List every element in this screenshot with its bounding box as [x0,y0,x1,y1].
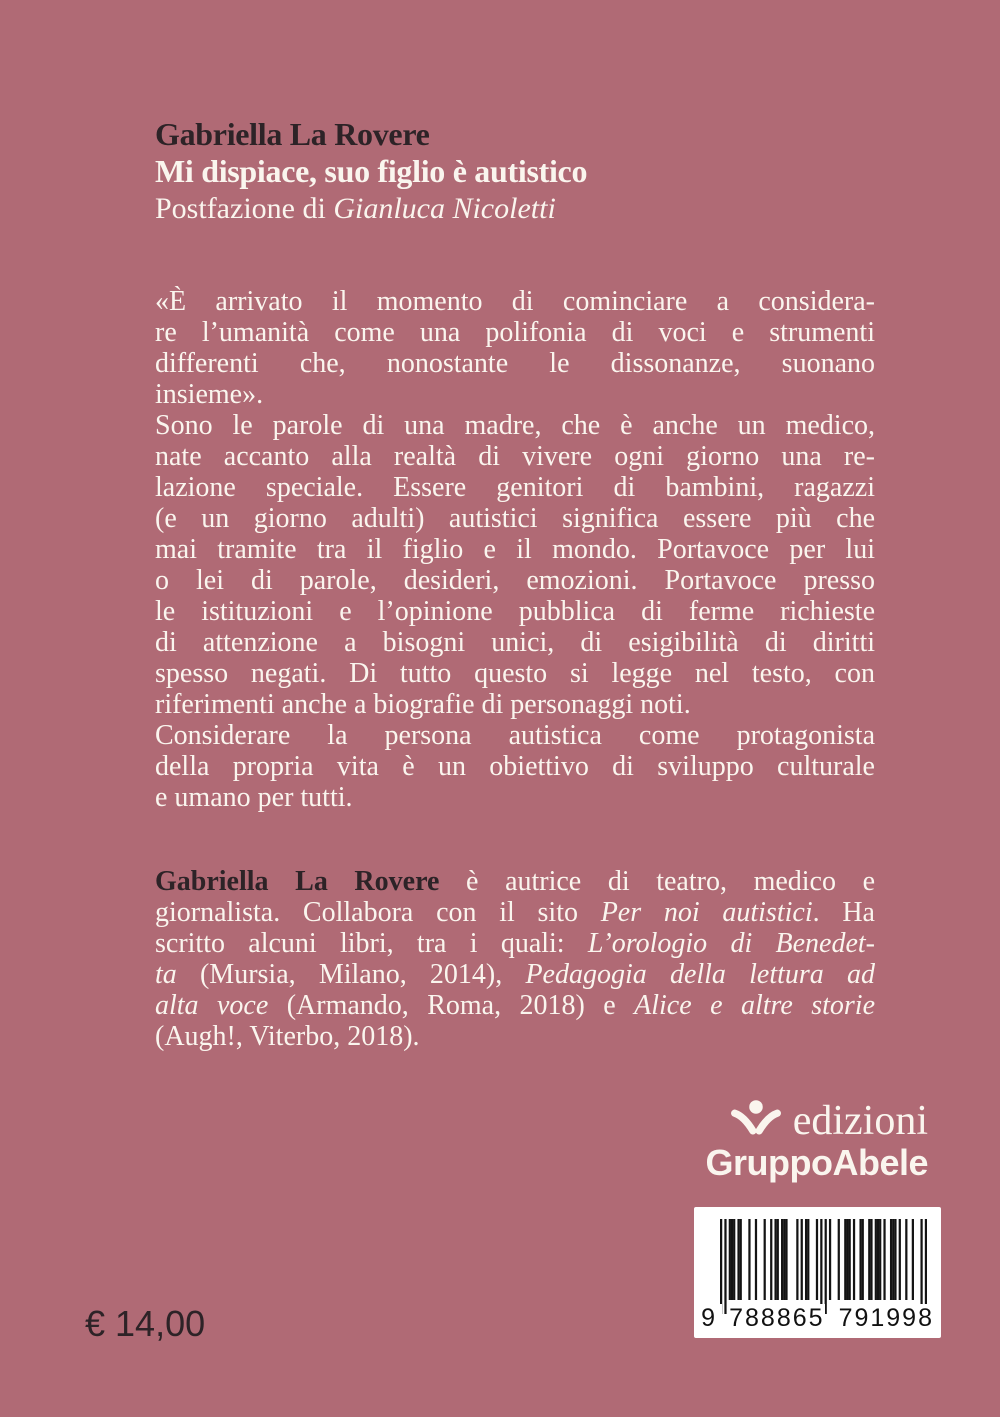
barcode-digit-lead: 9 [694,1304,722,1333]
publisher-logo-row [705,1098,928,1144]
barcode-digit-group-right: 791998 [838,1304,934,1332]
publisher-logo [705,1098,928,1181]
bio-text-run: Per noi autistici [600,897,813,928]
price-label: € 14,00 [85,1303,206,1344]
blurb-line: re l’umanità come una polifonia di voci e strumenti [155,317,875,348]
blurb-line: Considerare la persona autistica come protagonista [155,720,875,751]
blurb-line: Sono le parole di una madre, che è anche un medico, [155,410,875,441]
bio-line [155,866,875,897]
bio-text-run: ta [155,959,177,990]
author-bio [155,866,875,1052]
blurb-line: le istituzioni e l’opinione pubblica di ferme richieste [155,596,875,627]
blurb-line: della propria vita è un obiettivo di sviluppo culturale [155,751,875,782]
barcode-digits [694,1304,941,1334]
gruppo-abele-figure-icon [730,1099,782,1143]
bio-text-run: . Ha [812,897,875,928]
blurb-line: nate accanto alla realtà di vivere ogni giorno una re- [155,441,875,472]
blurb-line: «È arrivato il momento di cominciare a considera- [155,286,875,317]
bio-text-run: L’orologio di Benedet- [587,928,875,959]
bio-line [155,897,875,928]
blurb-line: o lei di parole, desideri, emozioni. Portavoce presso [155,565,875,596]
blurb [155,286,875,813]
blurb-line: (e un giorno adulti) autistici significa essere più che [155,503,875,534]
blurb-line: riferimenti anche a biografie di personaggi noti. [155,689,691,720]
blurb-line: differenti che, nonostante le dissonanze, suonano [155,348,875,379]
postface-credit [155,190,885,227]
blurb-line: e umano per tutti. [155,782,353,813]
bio-text-run: scritto alcuni libri, tra i quali: [155,928,588,959]
publisher-name-edizioni: edizioni [792,1098,928,1144]
bio-text-run: Gabriella La Rovere [155,866,440,897]
bio-text-run: (Augh!, Viterbo, 2018). [155,1021,420,1052]
barcode-digit-group-left: 788865 [729,1304,825,1332]
postface-prefix: Postfazione di [155,192,334,225]
blurb-line: lazione speciale. Essere genitori di bambini, ragazzi [155,472,875,503]
bio-line [155,1021,875,1052]
header-block [155,116,885,227]
bio-text-run: Pedagogia della lettura ad [525,959,875,990]
blurb-line: spesso negati. Di tutto questo si legge nel testo, con [155,658,875,689]
book-title: Mi dispiace, suo figlio è autistico [155,153,588,189]
barcode-bars [720,1219,927,1314]
bio-text-run: Alice e altre storie [634,990,875,1021]
barcode [694,1207,941,1338]
postface-author: Gianluca Nicoletti [333,192,556,225]
bio-line [155,928,875,959]
author-name: Gabriella La Rovere [155,116,430,152]
bio-text-run: (Armando, Roma, 2018) e [268,990,635,1021]
publisher-name-gruppoabele: GruppoAbele [705,1142,928,1183]
bio-text-run: giornalista. Collabora con il sito [155,897,601,928]
blurb-line: di attenzione a bisogni unici, di esigibilità di diritti [155,627,875,658]
blurb-line: insieme». [155,379,264,410]
bio-line [155,990,875,1021]
bio-line [155,959,875,990]
blurb-line: mai tramite tra il figlio e il mondo. Portavoce per lui [155,534,875,565]
bio-text-run: (Mursia, Milano, 2014), [176,959,526,990]
bio-text-run: alta voce [155,990,269,1021]
bio-text-run: è autrice di teatro, medico e [439,866,875,897]
